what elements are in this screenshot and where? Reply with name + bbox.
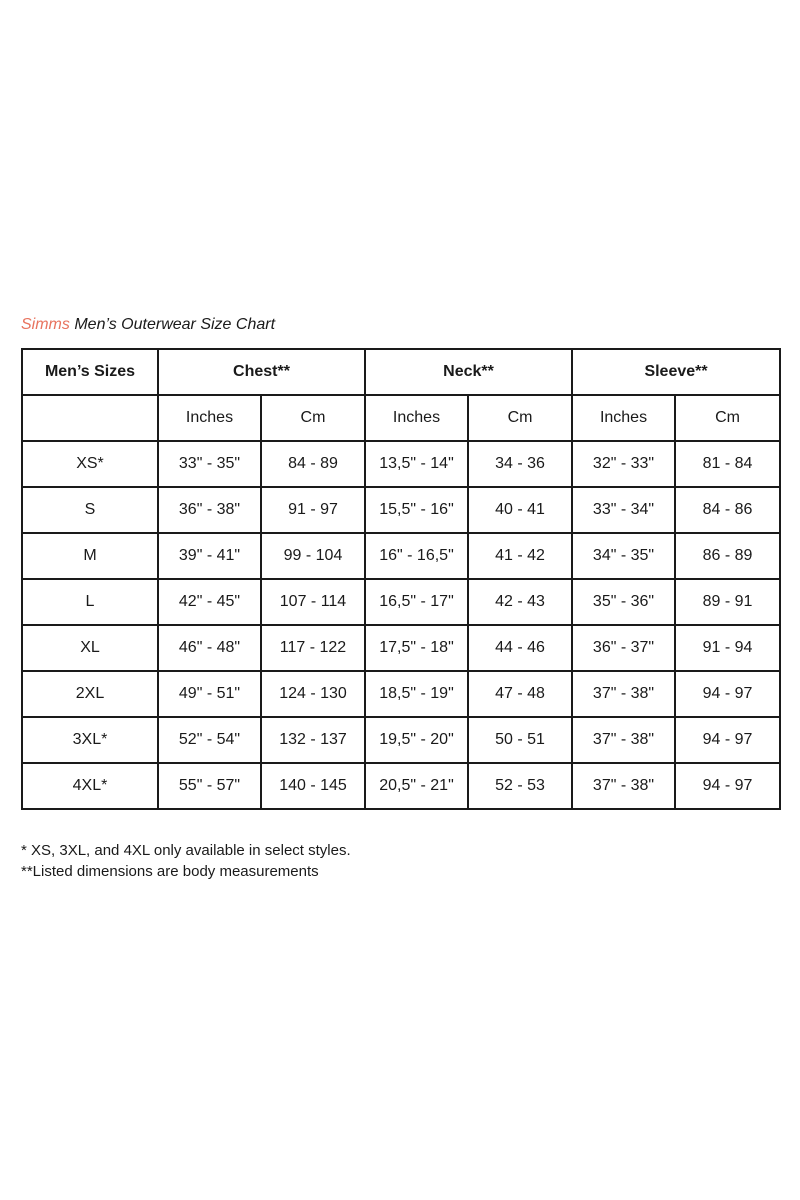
neck-inches-cell: 20,5" - 21" xyxy=(365,763,468,809)
sleeve-inches-cell: 34" - 35" xyxy=(572,533,675,579)
table-header-row xyxy=(22,349,780,395)
sleeve-inches-cell: 37" - 38" xyxy=(572,717,675,763)
chest-cm-cell: 132 - 137 xyxy=(261,717,365,763)
sleeve-cm-cell: 91 - 94 xyxy=(675,625,780,671)
neck-cm-cell: 47 - 48 xyxy=(468,671,572,717)
neck-inches-cell: 13,5" - 14" xyxy=(365,441,468,487)
brand-name: Simms xyxy=(21,316,70,333)
neck-inches-cell: 15,5" - 16" xyxy=(365,487,468,533)
unit-header: Inches xyxy=(572,395,675,441)
neck-inches-cell: 19,5" - 20" xyxy=(365,717,468,763)
size-cell: 3XL* xyxy=(22,717,158,763)
sleeve-inches-cell: 37" - 38" xyxy=(572,671,675,717)
sleeve-cm-cell: 94 - 97 xyxy=(675,671,780,717)
size-chart-table xyxy=(21,348,781,810)
table-row xyxy=(22,717,780,763)
footnote-availability: * XS, 3XL, and 4XL only available in select styles. xyxy=(21,842,351,859)
chest-inches-cell: 42" - 45" xyxy=(158,579,261,625)
table-row xyxy=(22,763,780,809)
sleeve-inches-cell: 37" - 38" xyxy=(572,763,675,809)
sleeve-cm-cell: 81 - 84 xyxy=(675,441,780,487)
unit-header: Inches xyxy=(158,395,261,441)
footnote-measurements: **Listed dimensions are body measurements xyxy=(21,863,319,880)
chest-inches-cell: 33" - 35" xyxy=(158,441,261,487)
size-cell: XL xyxy=(22,625,158,671)
sleeve-cm-cell: 94 - 97 xyxy=(675,717,780,763)
table-row xyxy=(22,441,780,487)
table-row xyxy=(22,533,780,579)
size-cell: XS* xyxy=(22,441,158,487)
table-row xyxy=(22,671,780,717)
sleeve-column-header: Sleeve** xyxy=(572,349,780,395)
neck-cm-cell: 40 - 41 xyxy=(468,487,572,533)
chest-inches-cell: 36" - 38" xyxy=(158,487,261,533)
chest-inches-cell: 55" - 57" xyxy=(158,763,261,809)
chest-cm-cell: 99 - 104 xyxy=(261,533,365,579)
units-row xyxy=(22,395,780,441)
sleeve-cm-cell: 86 - 89 xyxy=(675,533,780,579)
table-body xyxy=(22,441,780,809)
unit-header: Cm xyxy=(675,395,780,441)
size-cell: S xyxy=(22,487,158,533)
sleeve-cm-cell: 94 - 97 xyxy=(675,763,780,809)
chest-inches-cell: 52" - 54" xyxy=(158,717,261,763)
chest-cm-cell: 84 - 89 xyxy=(261,441,365,487)
unit-header: Cm xyxy=(468,395,572,441)
unit-header: Cm xyxy=(261,395,365,441)
sleeve-inches-cell: 33" - 34" xyxy=(572,487,675,533)
chest-cm-cell: 91 - 97 xyxy=(261,487,365,533)
chest-inches-cell: 49" - 51" xyxy=(158,671,261,717)
chest-inches-cell: 39" - 41" xyxy=(158,533,261,579)
sleeve-cm-cell: 84 - 86 xyxy=(675,487,780,533)
neck-inches-cell: 16,5" - 17" xyxy=(365,579,468,625)
size-cell: 4XL* xyxy=(22,763,158,809)
table-row xyxy=(22,487,780,533)
size-cell: M xyxy=(22,533,158,579)
footnotes xyxy=(21,840,351,882)
units-blank-cell xyxy=(22,395,158,441)
chest-cm-cell: 117 - 122 xyxy=(261,625,365,671)
chest-column-header: Chest** xyxy=(158,349,365,395)
neck-inches-cell: 17,5" - 18" xyxy=(365,625,468,671)
chest-cm-cell: 107 - 114 xyxy=(261,579,365,625)
sleeve-inches-cell: 32" - 33" xyxy=(572,441,675,487)
sleeve-inches-cell: 35" - 36" xyxy=(572,579,675,625)
neck-column-header: Neck** xyxy=(365,349,572,395)
neck-cm-cell: 50 - 51 xyxy=(468,717,572,763)
sleeve-inches-cell: 36" - 37" xyxy=(572,625,675,671)
unit-header: Inches xyxy=(365,395,468,441)
chest-inches-cell: 46" - 48" xyxy=(158,625,261,671)
neck-cm-cell: 44 - 46 xyxy=(468,625,572,671)
neck-cm-cell: 34 - 36 xyxy=(468,441,572,487)
neck-cm-cell: 41 - 42 xyxy=(468,533,572,579)
chart-title xyxy=(21,316,275,334)
neck-cm-cell: 52 - 53 xyxy=(468,763,572,809)
sleeve-cm-cell: 89 - 91 xyxy=(675,579,780,625)
table-row xyxy=(22,579,780,625)
neck-cm-cell: 42 - 43 xyxy=(468,579,572,625)
table-row xyxy=(22,625,780,671)
size-cell: 2XL xyxy=(22,671,158,717)
chest-cm-cell: 124 - 130 xyxy=(261,671,365,717)
neck-inches-cell: 16" - 16,5" xyxy=(365,533,468,579)
chart-title-text: Men’s Outerwear Size Chart xyxy=(69,316,276,333)
neck-inches-cell: 18,5" - 19" xyxy=(365,671,468,717)
chest-cm-cell: 140 - 145 xyxy=(261,763,365,809)
size-cell: L xyxy=(22,579,158,625)
size-column-header: Men’s Sizes xyxy=(22,349,158,395)
